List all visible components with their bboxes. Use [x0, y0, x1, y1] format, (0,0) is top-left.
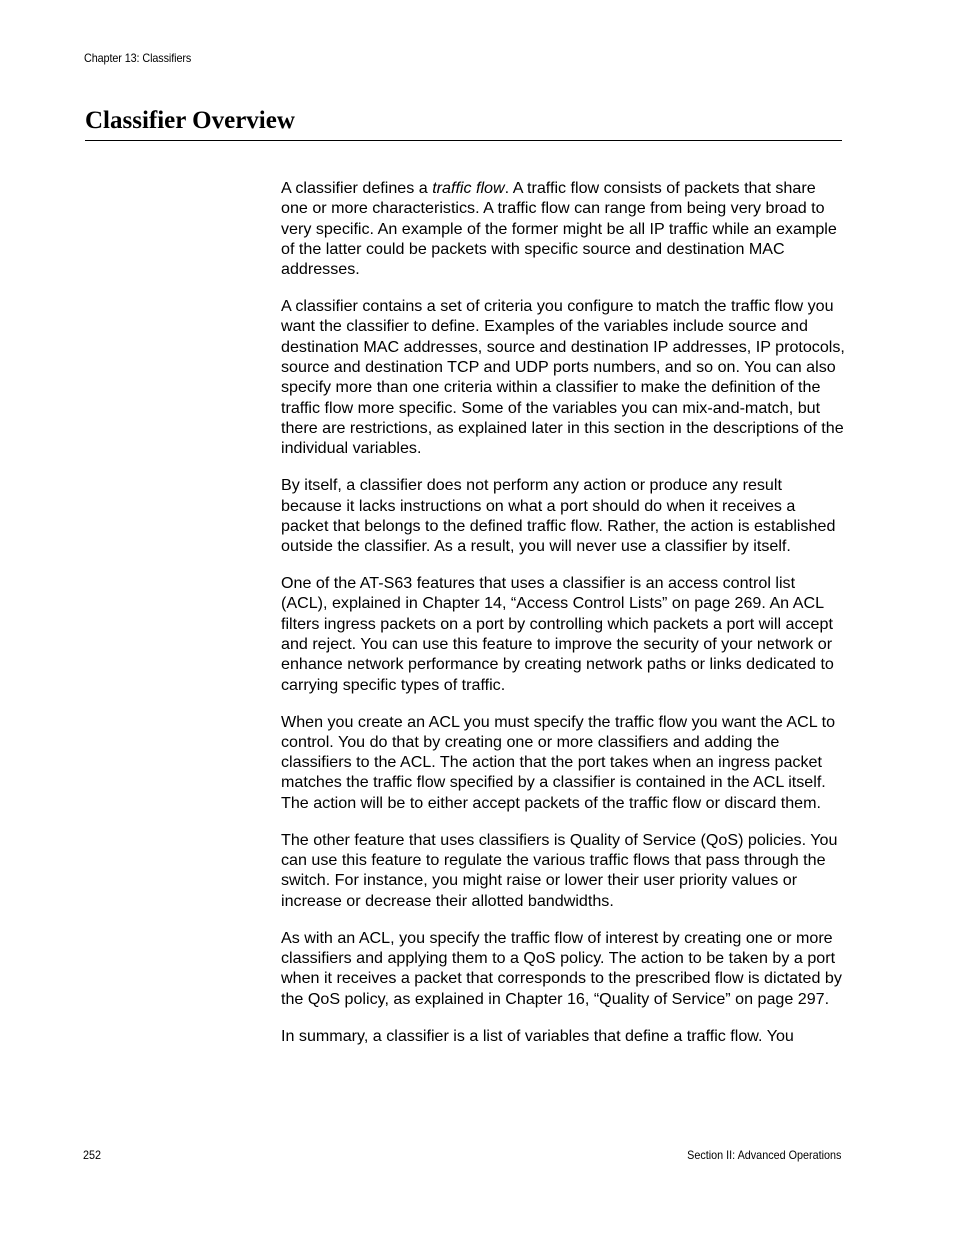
section-title: Classifier Overview: [85, 107, 295, 134]
paragraph-1: [281, 178, 846, 279]
paragraph-4: One of the AT-S63 features that uses a classifier is an access control list (ACL), explained in Chapter 14, “Access Control Lists” on page 269. An ACL filters ingress packets on a port by controlling which packets a port will accept and reject. You can use this feature to improve the security of your network or enhance network performance by creating network paths or links dedicated to carrying specific types of traffic.: [281, 574, 834, 694]
paragraph-3: By itself, a classifier does not perform any action or produce any result because it lacks instructions on what a port should do when it receives a packet that belongs to the defined traffic flow. Rather, the action is established outside the classifier. As a result, you will never use a classifier by itself.: [281, 476, 836, 556]
page-number: 252: [83, 1148, 102, 1162]
title-rule: [85, 140, 842, 141]
running-header: Chapter 13: Classifiers: [84, 51, 192, 65]
body-text: [281, 178, 846, 1062]
paragraph-8: In summary, a classifier is a list of variables that define a traffic flow. You: [281, 1026, 794, 1045]
paragraph-1-rest: . A traffic flow consists of packets that share one or more characteristics. A traffic flow can range from being very broad to very specific. An example of the former might be all IP traffic while an example of the latter could be packets with specific source and destination MAC addresses.: [281, 179, 837, 279]
paragraph-2: A classifier contains a set of criteria you configure to match the traffic flow you want the classifier to define. Examples of the variables include source and destination MAC addresses, source and destination IP addresses, IP protocols, source and destination TCP and UDP ports numbers, and so on. You can also specify more than one criteria within a classifier to make the definition of the traffic flow more specific. Some of the variables you can mix-and-match, but there are restrictions, as explained later in this section in the descriptions of the individual variables.: [281, 297, 845, 458]
paragraph-1-lead: A classifier defines a: [281, 179, 433, 197]
paragraph-6: The other feature that uses classifiers is Quality of Service (QoS) policies. You can use this feature to regulate the various traffic flows that pass through the switch. For instance, you might raise or lower their user priority values or increase or decrease their allotted bandwidths.: [281, 830, 838, 910]
footer-section-title: Section II: Advanced Operations: [686, 1148, 841, 1162]
paragraph-5: When you create an ACL you must specify the traffic flow you want the ACL to control. You do that by creating one or more classifiers and adding the classifiers to the ACL. The action that the port takes when an ingress packet matches the traffic flow specified by a classifier is contained in the ACL itself. The action will be to either accept packets of the traffic flow or discard them.: [281, 712, 836, 812]
paragraph-7: As with an ACL, you specify the traffic flow of interest by creating one or more classifiers and applying them to a QoS policy. The action to be taken by a port when it receives a packet that corresponds to the prescribed flow is dictated by the QoS policy, as explained in Chapter 16, “Quality of Service” on page 297.: [281, 928, 842, 1008]
traffic-flow-term: traffic flow: [432, 179, 505, 197]
